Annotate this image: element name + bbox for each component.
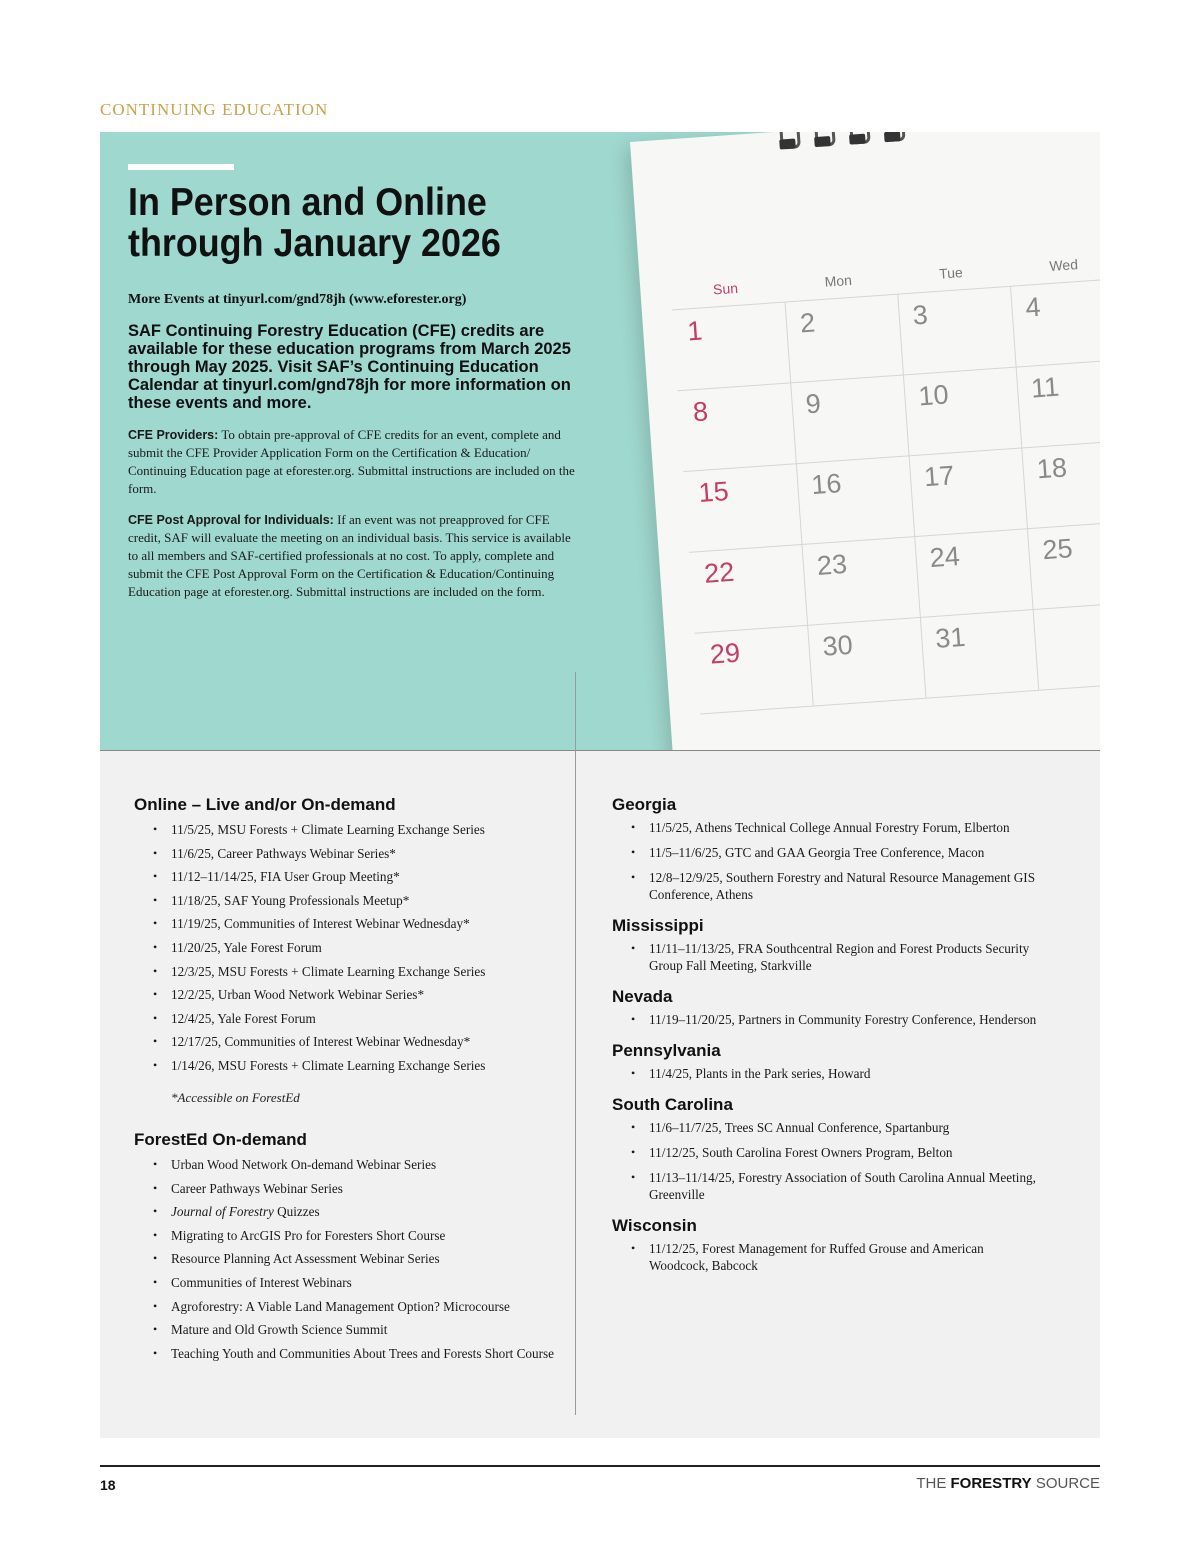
- binder-hole: [884, 132, 901, 142]
- state-list: [612, 819, 1042, 903]
- calendar-date: 4: [1024, 291, 1042, 323]
- calendar-date: 22: [703, 556, 736, 589]
- page-number: 18: [100, 1477, 116, 1493]
- cfe-individuals-paragraph: [128, 511, 578, 601]
- calendar-day-header: Wed: [1048, 256, 1079, 275]
- forested-heading: ForestEd On-demand: [134, 1129, 307, 1149]
- footnote: *Accessible on ForestEd: [171, 1089, 300, 1105]
- list-item: • 11/13–11/14/25, Forestry Association of South Carolina Annual Meeting, Greenville: [612, 1169, 1042, 1203]
- calendar-grid-line: [700, 680, 1100, 714]
- calendar-grid-line: [897, 294, 926, 698]
- journal-title: Journal of Forestry: [171, 1204, 274, 1220]
- state-block: [612, 1216, 1042, 1274]
- state-heading: South Carolina: [612, 1095, 733, 1114]
- list-item: • 11/11–11/13/25, FRA Southcentral Region and Forest Products Security Group Fall Meeting, Starkville: [612, 940, 1042, 974]
- list-item: • Urban Wood Network On-demand Webinar Series: [134, 1156, 554, 1173]
- cfe-providers-label: CFE Providers:: [128, 428, 219, 442]
- binder-hole: [814, 136, 831, 147]
- state-heading: Pennsylvania: [612, 1041, 721, 1060]
- calendar-date: 8: [691, 396, 710, 428]
- list-item: • 11/5–11/6/25, GTC and GAA Georgia Tree Conference, Macon: [612, 844, 1042, 861]
- list-item: • 11/18/25, SAF Young Professionals Meetup*: [134, 892, 554, 909]
- calendar-grid-line: [689, 518, 1100, 552]
- state-list: [612, 1240, 1042, 1274]
- forested-list: [134, 1156, 554, 1362]
- cfe-individuals-text: If an event was not preapproved for CFE credit, SAF will evaluate the meeting on an individual basis. This service is available to all members and SAF-certified professionals at no cost. To apply, complete and submit the CFE Post Approval Form on the Certification & Education/Continuing Education page at eforester.org. Submittal instructions are included on the form.: [128, 512, 571, 599]
- calendar-date: 11: [1030, 371, 1061, 404]
- list-item: • 12/17/25, Communities of Interest Webinar Wednesday*: [134, 1033, 554, 1050]
- list-item: • Teaching Youth and Communities About Trees and Forests Short Course: [134, 1345, 554, 1362]
- hero-panel: [100, 132, 1100, 750]
- online-list: [134, 821, 554, 1074]
- list-item: • 12/3/25, MSU Forests + Climate Learning Exchange Series: [134, 963, 554, 980]
- calendar-image: [630, 132, 1100, 750]
- calendar-date: 18: [1035, 452, 1068, 485]
- list-item: • Resource Planning Act Assessment Webinar Series: [134, 1250, 554, 1267]
- calendar-grid-line: [694, 599, 1100, 633]
- footer-rule: [100, 1465, 1100, 1467]
- list-item: [134, 1203, 554, 1220]
- list-item: • Career Pathways Webinar Series: [134, 1180, 554, 1197]
- lead-paragraph: SAF Continuing Forestry Education (CFE) credits are available for these education programs from March 2025 through May 2025. Visit SAF’s Continuing Education Calendar at tinyurl.com/gnd78jh for more information on these events and more.: [128, 322, 571, 412]
- title-accent-rule: [128, 164, 234, 170]
- list-item: • 11/12–11/14/25, FIA User Group Meeting*: [134, 868, 554, 885]
- calendar-date: 1: [686, 315, 704, 347]
- pub-the: THE: [916, 1475, 947, 1492]
- more-events-link[interactable]: More Events at tinyurl.com/gnd78jh (www.eforester.org): [128, 292, 467, 307]
- state-block: [612, 916, 1042, 974]
- list-item: • 12/4/25, Yale Forest Forum: [134, 1010, 554, 1027]
- list-item: • 11/5/25, MSU Forests + Climate Learning Exchange Series: [134, 821, 554, 838]
- state-heading: Nevada: [612, 987, 673, 1006]
- calendar-day-header: Mon: [824, 271, 853, 290]
- list-item: • Mature and Old Growth Science Summit: [134, 1321, 554, 1338]
- list-item: • 11/19–11/20/25, Partners in Community Forestry Conference, Henderson: [612, 1011, 1042, 1028]
- left-column: [134, 795, 554, 1368]
- list-item: • 11/6/25, Career Pathways Webinar Series*: [134, 845, 554, 862]
- calendar-date: 15: [697, 476, 730, 509]
- calendar-day-header: Tue: [938, 264, 964, 282]
- state-heading: Georgia: [612, 795, 677, 814]
- list-item: • 12/2/25, Urban Wood Network Webinar Series*: [134, 986, 554, 1003]
- calendar-date: 31: [934, 621, 967, 654]
- list-item: • 11/6–11/7/25, Trees SC Annual Conference, Spartanburg: [612, 1119, 1042, 1136]
- state-block: [612, 795, 1042, 903]
- state-list: [612, 1065, 1042, 1082]
- state-block: [612, 1095, 1042, 1203]
- calendar-day-header: Sun: [712, 279, 739, 298]
- pub-forestry: FORESTRY: [950, 1475, 1032, 1492]
- online-heading: Online – Live and/or On-demand: [134, 795, 396, 814]
- calendar-date: 24: [928, 541, 961, 574]
- state-block: [612, 987, 1042, 1028]
- list-item: • 1/14/26, MSU Forests + Climate Learning Exchange Series: [134, 1057, 554, 1074]
- binder-hole: [849, 134, 866, 145]
- list-item: • 11/20/25, Yale Forest Forum: [134, 939, 554, 956]
- events-listing: [100, 751, 1100, 1438]
- column-divider: [575, 672, 576, 1415]
- list-item: • 11/19/25, Communities of Interest Webinar Wednesday*: [134, 915, 554, 932]
- list-item: • 11/12/25, Forest Management for Ruffed Grouse and American Woodcock, Babcock: [612, 1240, 1042, 1274]
- list-item: • Agroforestry: A Viable Land Management Option? Microcourse: [134, 1298, 554, 1315]
- cfe-providers-text: To obtain pre-approval of CFE credits for an event, complete and submit the CFE Provider Application Form on the Certification & Education/ Continuing Education page at eforester.org. Submittal instructions are included on the form.: [128, 427, 575, 496]
- list-item: • Communities of Interest Webinars: [134, 1274, 554, 1291]
- pub-source: SOURCE: [1035, 1475, 1100, 1492]
- list-item: • 11/12/25, South Carolina Forest Owners Program, Belton: [612, 1144, 1042, 1161]
- state-heading: Wisconsin: [612, 1216, 697, 1235]
- list-item: • Migrating to ArcGIS Pro for Foresters Short Course: [134, 1227, 554, 1244]
- section-label: CONTINUING EDUCATION: [100, 100, 329, 119]
- calendar-date: 10: [917, 379, 950, 412]
- right-column: [612, 795, 1042, 1287]
- calendar-date: 30: [821, 629, 854, 662]
- calendar-date: 16: [810, 468, 843, 501]
- cfe-individuals-label: CFE Post Approval for Individuals:: [128, 513, 334, 527]
- state-list: [612, 1119, 1042, 1203]
- calendar-date: 29: [708, 637, 741, 670]
- calendar-date: 3: [911, 299, 929, 331]
- calendar-date: 17: [923, 460, 956, 493]
- state-block: [612, 1041, 1042, 1082]
- publication-name: [916, 1475, 1100, 1492]
- page-title: In Person and Online through January 2026: [128, 181, 501, 265]
- binder-hole: [779, 138, 796, 149]
- calendar-grid-line: [1010, 286, 1042, 690]
- list-item: • 11/5/25, Athens Technical College Annual Forestry Forum, Elberton: [612, 819, 1042, 836]
- cfe-providers-paragraph: [128, 426, 578, 498]
- calendar-date: 9: [804, 388, 822, 420]
- list-item: • 12/8–12/9/25, Southern Forestry and Natural Resource Management GIS Conference, Athens: [612, 869, 1042, 903]
- state-list: [612, 940, 1042, 974]
- journal-suffix: Quizzes: [273, 1204, 320, 1220]
- list-item: • 11/4/25, Plants in the Park series, Howard: [612, 1065, 1042, 1082]
- state-heading: Mississippi: [612, 916, 704, 935]
- calendar-date: 23: [815, 548, 849, 581]
- calendar-grid-line: [785, 302, 817, 706]
- calendar-date: 2: [799, 307, 817, 339]
- state-list: [612, 1011, 1042, 1028]
- calendar-date: 25: [1041, 533, 1074, 566]
